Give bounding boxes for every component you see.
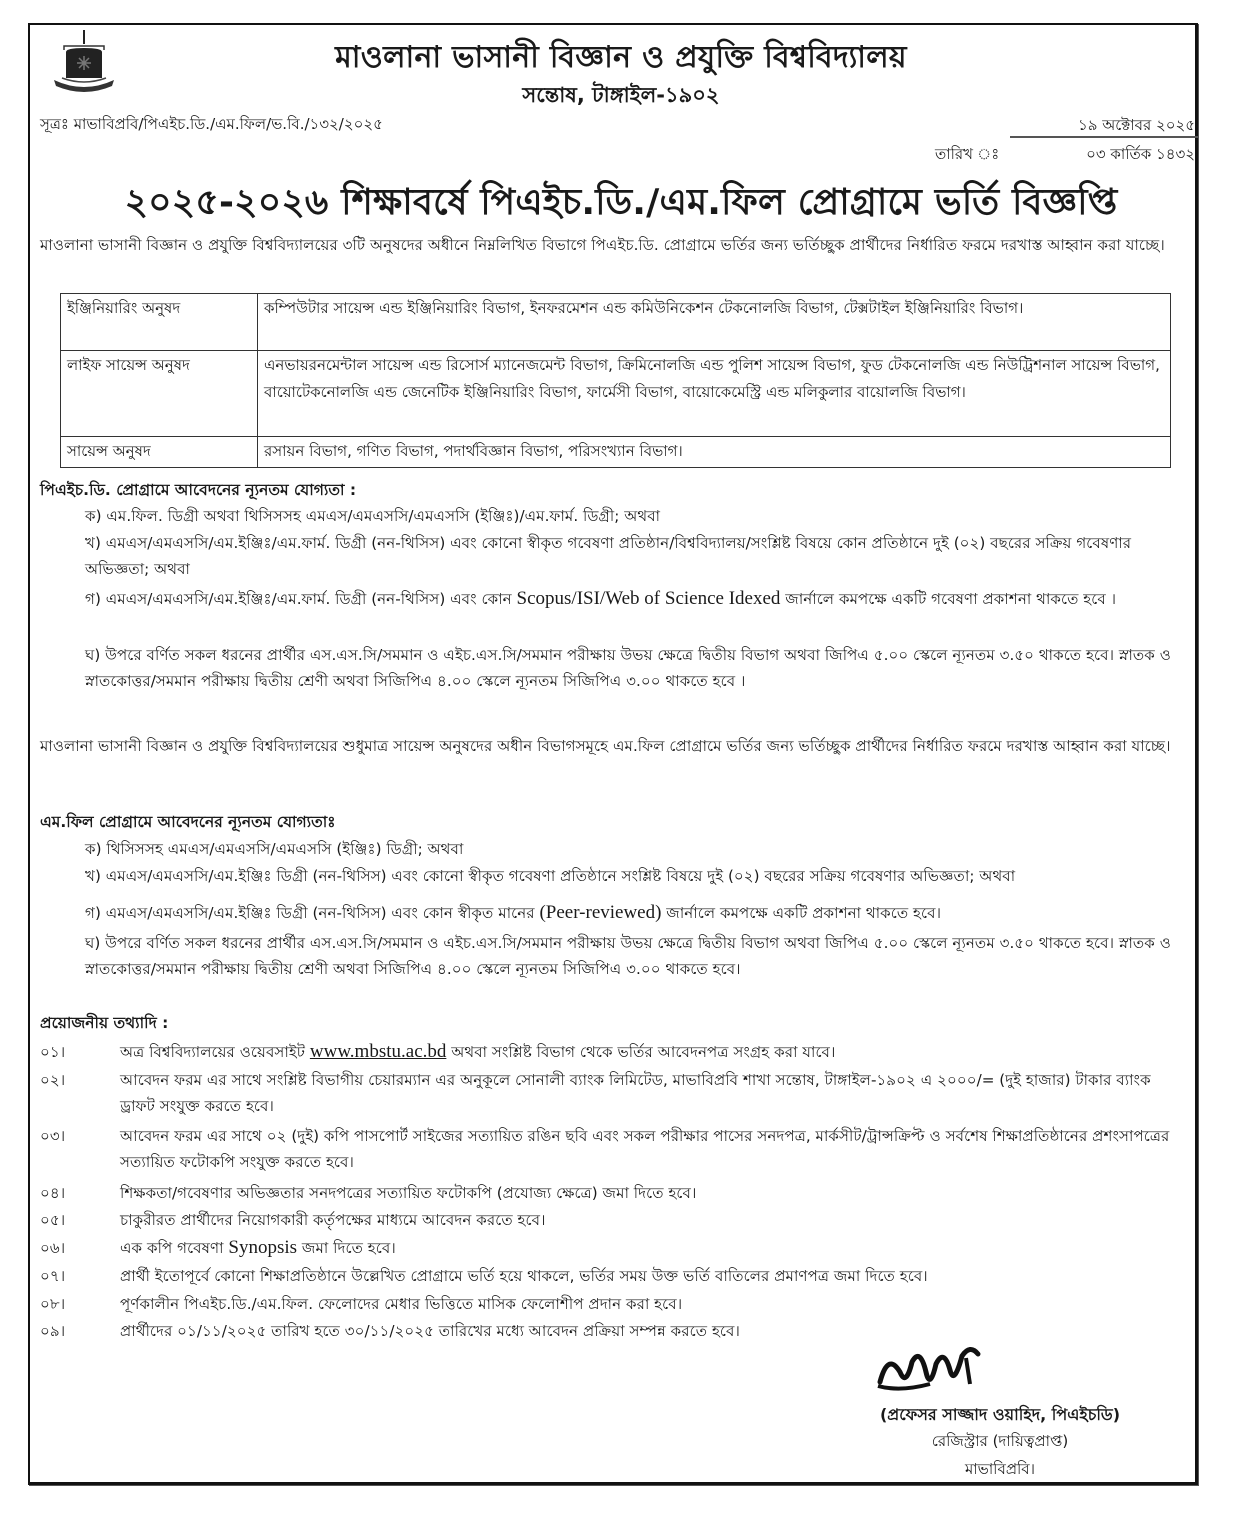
signatory-organization: মাভাবিপ্রবি। <box>964 1460 1036 1478</box>
requirement-text: গ) এমএস/এমএসসি/এম.ইঞ্জিঃ ডিগ্রী (নন-থিসিস) এবং কোন স্বীকৃত মানের <box>85 904 540 922</box>
indexing-databases: Scopus/ISI/Web of Science Idexed <box>516 588 781 609</box>
phd-requirements-heading: পিএইচ.ডি. প্রোগ্রামে আবেদনের ন্যূনতম যোগ্যতা : <box>40 481 357 499</box>
faculty-departments: এনভায়রনমেন্টাল সায়েন্স এন্ড রিসোর্স ম্যানেজমেন্ট বিভাগ, ক্রিমিনোলজি এন্ড পুলিশ সায়েন্স বিভাগ, ফুড টেকনোলজি এন্ড নিউট্রিশনাল সায়েন্স বিভাগ, বায়োটেকনোলজি এন্ড জেনেটিক ইঞ্জিনিয়ারিং বিভাগ, ফার্মেসী বিভাগ, বায়োকেমেস্ট্রি এন্ড মলিকুলার বায়োলজি বিভাগ। <box>258 351 1171 437</box>
info-item-text: আবেদন ফরম এর সাথে ০২ (দুই) কপি পাসপোর্ট সাইজের সত্যায়িত রঙিন ছবি এবং সকল পরীক্ষার পাসের সনদপত্র, মার্কসীট/ট্রান্সক্রিপ্ট ও সর্বশেষ শিক্ষাপ্রতিষ্ঠানের প্রশংসাপত্রের সত্যায়িত ফটোকপি সংযুক্ত করতে হবে। <box>120 1127 1170 1171</box>
requirement-text: জার্নালে কমপক্ষে একটি প্রকাশনা থাকতে হবে। <box>661 904 942 922</box>
info-item <box>40 1318 1190 1344</box>
faculty-name: সায়েন্স অনুষদ <box>61 437 258 468</box>
mphil-requirement-item: ঘ) উপরে বর্ণিত সকল ধরনের প্রার্থীর এস.এস.সি/সমমান ও এইচ.এস.সি/সমমান পরীক্ষায় উভয় ক্ষেত্রে দ্বিতীয় বিভাগ অথবা জিপিএ ৫.০০ স্কেলে ন্যূনতম ৩.৫০ থাকতে হবে। স্নাতক ও স্নাতকোত্তর/সমমান পরীক্ষায় দ্বিতীয় শ্রেণী অথবা সিজিপিএ ৪.০০ স্কেলে ন্যূনতম সিজিপিএ ৩.০০ থাকতে হবে। <box>85 934 1171 978</box>
info-item <box>40 1180 1190 1206</box>
info-item <box>40 1263 1190 1289</box>
info-item-number: ০১। <box>40 1043 66 1061</box>
info-item <box>40 1235 1190 1261</box>
required-info-heading: প্রয়োজনীয় তথ্যাদি : <box>40 1014 169 1032</box>
peer-reviewed-label: (Peer-reviewed) <box>539 902 662 923</box>
info-text: জমা দিতে হবে। <box>297 1239 396 1257</box>
mphil-intro-paragraph: মাওলানা ভাসানী বিজ্ঞান ও প্রযুক্তি বিশ্ববিদ্যালয়ের শুধুমাত্র সায়েন্স অনুষদের অধীন বিভাগসমূহে এম.ফিল প্রোগ্রামে ভর্তির জন্য ভর্তিচ্ছুক প্রার্থীদের নির্ধারিত ফরমে দরখাস্ত আহ্বান করা যাচ্ছে। <box>40 737 1171 755</box>
info-item <box>40 1207 1190 1233</box>
faculty-departments: রসায়ন বিভাগ, গণিত বিভাগ, পদার্থবিজ্ঞান বিভাগ, পরিসংখ্যান বিভাগ। <box>258 437 1171 468</box>
info-text: এক কপি গবেষণা <box>120 1239 229 1257</box>
phd-intro-paragraph: মাওলানা ভাসানী বিজ্ঞান ও প্রযুক্তি বিশ্ববিদ্যালয়ের ৩টি অনুষদের অধীনে নিম্নলিখিত বিভাগে পিএইচ.ডি. প্রোগ্রামে ভর্তির জন্য ভর্তিচ্ছুক প্রার্থীদের নির্ধারিত ফরমে দরখাস্ত আহ্বান করা যাচ্ছে। <box>40 236 1165 254</box>
info-item-number: ০৬। <box>40 1239 66 1257</box>
info-item-text: পূর্ণকালীন পিএইচ.ডি./এম.ফিল. ফেলোদের মেধার ভিত্তিতে মাসিক ফেলোশীপ প্রদান করা হবে। <box>120 1295 683 1313</box>
requirement-text: জার্নালে কমপক্ষে একটি গবেষণা প্রকাশনা থাকতে হবে । <box>780 590 1117 608</box>
info-text: অথবা সংশ্লিষ্ট বিভাগ থেকে ভর্তির আবেদনপত্র সংগ্রহ করা যাবে। <box>446 1043 836 1061</box>
faculty-departments: কম্পিউটার সায়েন্স এন্ড ইঞ্জিনিয়ারিং বিভাগ, ইনফরমেশন এন্ড কমিউনিকেশন টেকনোলজি বিভাগ, টেক্সটাইল ইঞ্জিনিয়ারিং বিভাগ। <box>258 294 1171 351</box>
mphil-requirements-heading: এম.ফিল প্রোগ্রামে আবেদনের ন্যূনতম যোগ্যতাঃ <box>40 813 336 831</box>
date-divider <box>1010 136 1198 138</box>
faculty-name: ইঞ্জিনিয়ারিং অনুষদ <box>61 294 258 351</box>
mphil-requirement-item: ক) থিসিসসহ এমএস/এমএসসি/এমএসসি (ইঞ্জিঃ) ডিগ্রী; অথবা <box>85 840 464 858</box>
info-item <box>40 1291 1190 1317</box>
info-item-text <box>120 1235 1190 1261</box>
info-item-text <box>120 1039 1190 1065</box>
table-row <box>61 351 1171 437</box>
memo-number: সূত্রঃ মাভাবিপ্রবি/পিএইচ.ডি./এম.ফিল/ভ.বি./১৩২/২০২৫ <box>40 115 383 133</box>
info-item-text: প্রার্থীদের ০১/১১/২০২৫ তারিখ হতে ৩০/১১/২০২৫ তারিখের মধ্যে আবেদন প্রক্রিয়া সম্পন্ন করতে হবে। <box>120 1322 740 1340</box>
university-name: মাওলানা ভাসানী বিজ্ঞান ও প্রযুক্তি বিশ্ববিদ্যালয় <box>335 40 907 75</box>
info-item-number: ০৮। <box>40 1295 66 1313</box>
info-item-number: ০২। <box>40 1071 66 1089</box>
info-item-number: ০৫। <box>40 1211 66 1229</box>
mphil-requirement-item: খ) এমএস/এমএসসি/এম.ইঞ্জিঃ ডিগ্রী (নন-থিসিস) এবং কোনো স্বীকৃত গবেষণা প্রতিষ্ঠানে সংশ্লিষ্ট বিষয়ে দুই (০২) বছরের সক্রিয় গবেষণার অভিজ্ঞতা; অথবা <box>85 867 1016 885</box>
phd-requirement-item: ঘ) উপরে বর্ণিত সকল ধরনের প্রার্থীর এস.এস.সি/সমমান ও এইচ.এস.সি/সমমান পরীক্ষায় উভয় ক্ষেত্রে দ্বিতীয় বিভাগ অথবা জিপিএ ৫.০০ স্কেলে ন্যূনতম ৩.৫০ থাকতে হবে। স্নাতক ও স্নাতকোত্তর/সমমান পরীক্ষায় দ্বিতীয় শ্রেণী অথবা সিজিপিএ ৪.০০ স্কেলে ন্যূনতম সিজিপিএ ৩.০০ থাকতে হবে । <box>85 646 1171 690</box>
website-link[interactable]: www.mbstu.ac.bd <box>309 1041 447 1062</box>
signatory-designation: রেজিস্ট্রার (দায়িত্বপ্রাপ্ত) <box>931 1432 1069 1450</box>
table-row <box>61 294 1171 351</box>
date-bangla: ০৩ কার্তিক ১৪৩২ <box>1086 145 1195 163</box>
phd-requirement-item: খ) এমএস/এমএসসি/এম.ইঞ্জিঃ/এম.ফার্ম. ডিগ্রী (নন-থিসিস) এবং কোনো স্বীকৃত গবেষণা প্রতিষ্ঠান/বিশ্ববিদ্যালয়/সংশ্লিষ্ট বিষয়ে কোন প্রতিষ্ঠানে দুই (০২) বছরের সক্রিয় গবেষণার অভিজ্ঞতা; অথবা <box>85 534 1132 578</box>
info-item <box>40 1067 1190 1119</box>
signatory-name: (প্রফেসর সাজ্জাদ ওয়াহিদ, পিএইচডি) <box>879 1405 1121 1424</box>
university-address: সন্তোষ, টাঙ্গাইল-১৯০২ <box>522 83 720 107</box>
info-text: অত্র বিশ্ববিদ্যালয়ের ওয়েবসাইট <box>120 1043 310 1061</box>
requirement-text: গ) এমএস/এমএসসি/এম.ইঞ্জিঃ/এম.ফার্ম. ডিগ্রী (নন-থিসিস) এবং কোন <box>85 590 517 608</box>
info-item <box>40 1039 1190 1065</box>
phd-requirement-item <box>85 586 1190 612</box>
info-item <box>40 1123 1190 1175</box>
table-row <box>61 437 1171 468</box>
signature-icon <box>870 1342 990 1397</box>
date-label: তারিখ ঃ <box>935 145 1000 163</box>
info-item-text: প্রার্থী ইতোপূর্বে কোনো শিক্ষাপ্রতিষ্ঠানে উল্লেখিত প্রোগ্রামে ভর্তি হয়ে থাকলে, ভর্তির সময় উক্ত ভর্তি বাতিলের প্রমাণপত্র জমা দিতে হবে। <box>120 1267 928 1285</box>
phd-requirement-item: ক) এম.ফিল. ডিগ্রী অথবা থিসিসসহ এমএস/এমএসসি/এমএসসি (ইঞ্জিঃ)/এম.ফার্ম. ডিগ্রী; অথবা <box>85 507 661 525</box>
info-item-number: ০৭। <box>40 1267 66 1285</box>
mphil-requirement-item <box>85 900 1190 926</box>
info-item-number: ০৪। <box>40 1184 66 1202</box>
notice-title: ২০২৫-২০২৬ শিক্ষাবর্ষে পিএইচ.ডি./এম.ফিল প্রোগ্রামে ভর্তি বিজ্ঞপ্তি <box>124 182 1118 223</box>
info-item-text: আবেদন ফরম এর সাথে সংশ্লিষ্ট বিভাগীয় চেয়ারম্যান এর অনুকূলে সোনালী ব্যাংক লিমিটেড, মাভাবিপ্রবি শাখা সন্তোষ, টাঙ্গাইল-১৯০২ এ ২০০০/= (দুই হাজার) টাকার ব্যাংক ড্রাফট সংযুক্ত করতে হবে। <box>120 1071 1151 1115</box>
date-gregorian: ১৯ অক্টোবর ২০২৫ <box>1077 116 1195 134</box>
info-item-text: শিক্ষকতা/গবেষণার অভিজ্ঞতার সনদপত্রের সত্যায়িত ফটোকপি (প্রযোজ্য ক্ষেত্রে) জমা দিতে হবে। <box>120 1184 697 1202</box>
synopsis-label: Synopsis <box>228 1237 298 1258</box>
info-item-number: ০৩। <box>40 1127 66 1145</box>
faculty-table <box>60 293 1171 468</box>
info-item-number: ০৯। <box>40 1322 66 1340</box>
info-item-text: চাকুরীরত প্রার্থীদের নিয়োগকারী কর্তৃপক্ষের মাধ্যমে আবেদন করতে হবে। <box>120 1211 546 1229</box>
faculty-name: লাইফ সায়েন্স অনুষদ <box>61 351 258 437</box>
